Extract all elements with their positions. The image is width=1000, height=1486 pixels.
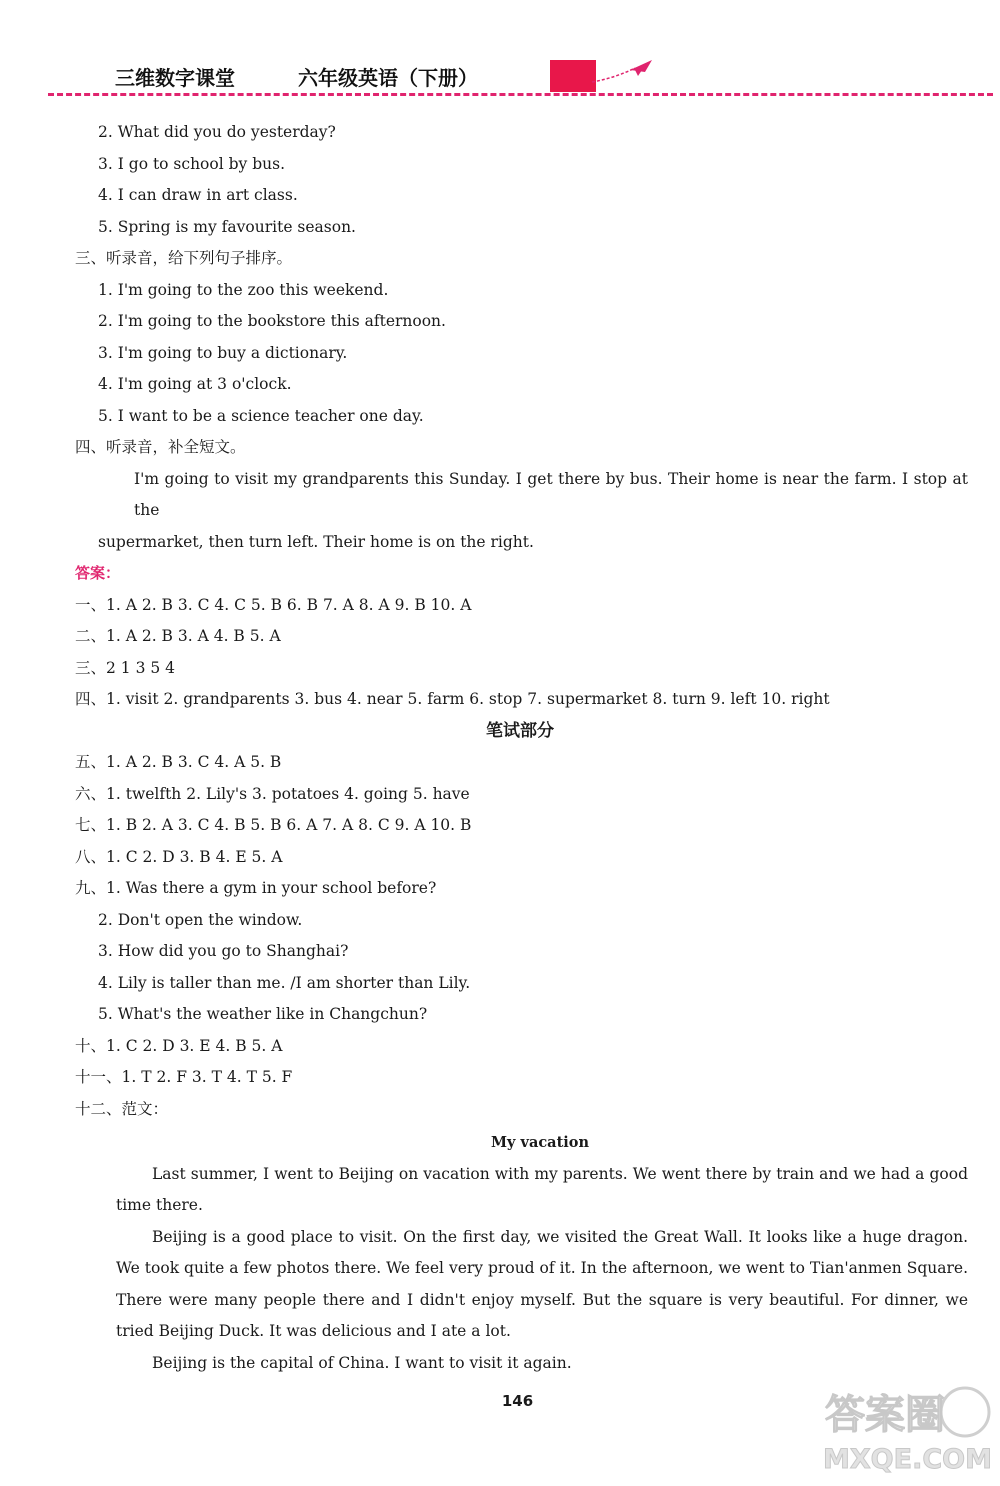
section-12-heading: 十二、范文：	[75, 1099, 169, 1118]
section-11-answers: 十一、1. T 2. F 3. T 4. T 5. F	[75, 1068, 293, 1086]
sec4-paragraph-line2: supermarket, then turn left. Their home is on the right.	[98, 532, 534, 551]
sec3-item: 5. I want to be a science teacher one day.	[98, 406, 424, 425]
answer-line: 四、1. visit 2. grandparents 3. bus 4. near 5. farm 6. stop 7. supermarket 8. turn 9. left 10. right	[75, 690, 830, 708]
sec3-item: 4. I'm going at 3 o'clock.	[98, 375, 292, 393]
book-title: 六年级英语（下册）	[298, 66, 478, 90]
page-header	[0, 0, 1000, 100]
written-answer-line: 五、1. A 2. B 3. C 4. A 5. B	[75, 753, 282, 771]
sec4-paragraph-line1: I'm going to visit my grandparents this Sunday. I get there by bus. Their home is near the farm. I stop at the	[134, 469, 968, 519]
essay-paragraph: Beijing is a good place to visit. On the first day, we visited the Great Wall. It looks like a huge dragon. We took quite a few photos there. We feel very proud of it. In the afternoon, we went to Tian'anmen Square. There were many people there and I didn't enjoy myself. But the square is very beautiful. For dinner, we tried Beijing Duck. It was delicious and I ate a lot.	[116, 1227, 968, 1340]
svg-text:MXQE.COM: MXQE.COM	[823, 1444, 992, 1475]
essay-paragraph: Beijing is the capital of China. I want to visit it again.	[152, 1353, 572, 1372]
essay-paragraph: Last summer, I went to Beijing on vacation with my parents. We went there by train and we had a good time there.	[116, 1164, 968, 1214]
essay-title: My vacation	[491, 1134, 589, 1151]
sec3-item: 1. I'm going to the zoo this weekend.	[98, 280, 389, 299]
sec3-item: 2. I'm going to the bookstore this afternoon.	[98, 312, 446, 330]
listening-item: 4. I can draw in art class.	[98, 186, 298, 204]
answers-label: 答案：	[75, 564, 121, 582]
section-3-heading: 三、听录音，给下列句子排序。	[75, 249, 293, 267]
rocket-icon	[590, 56, 660, 86]
listening-item: 2. What did you do yesterday?	[98, 123, 336, 141]
section-10-answers: 十、1. C 2. D 3. E 4. B 5. A	[75, 1036, 283, 1055]
listening-item: 3. I go to school by bus.	[98, 154, 285, 173]
written-answer-line: 八、1. C 2. D 3. B 4. E 5. A	[75, 847, 283, 866]
answer-line: 三、2 1 3 5 4	[75, 658, 176, 677]
listening-item: 5. Spring is my favourite season.	[98, 217, 356, 236]
page-content	[0, 117, 1000, 1379]
written-answer-line: 六、1. twelfth 2. Lily's 3. potatoes 4. going 5. have	[75, 784, 470, 803]
written-section-title: 笔试部分	[486, 720, 554, 741]
page-number: 146	[501, 1392, 534, 1410]
brand-title: 三维数字课堂	[115, 66, 235, 90]
written-answer-line: 七、1. B 2. A 3. C 4. B 5. B 6. A 7. A 8. C 9. A 10. B	[75, 816, 472, 834]
header-dashed-divider	[48, 93, 993, 96]
svg-text:答案圈: 答案圈	[825, 1392, 945, 1438]
section-9-first: 九、1. Was there a gym in your school before?	[75, 879, 437, 897]
sec9-item: 4. Lily is taller than me. /I am shorter than Lily.	[98, 973, 471, 992]
answer-line: 二、1. A 2. B 3. A 4. B 5. A	[75, 627, 281, 645]
answer-line: 一、1. A 2. B 3. C 4. C 5. B 6. B 7. A 8. A 9. B 10. A	[75, 595, 472, 614]
sec3-item: 3. I'm going to buy a dictionary.	[98, 343, 348, 362]
section-4-heading: 四、听录音，补全短文。	[75, 438, 246, 456]
sec9-item: 5. What's the weather like in Changchun?	[98, 1005, 428, 1023]
sec9-item: 3. How did you go to Shanghai?	[98, 942, 349, 960]
sec9-item: 2. Don't open the window.	[98, 910, 303, 929]
watermark-logo	[815, 1380, 995, 1480]
